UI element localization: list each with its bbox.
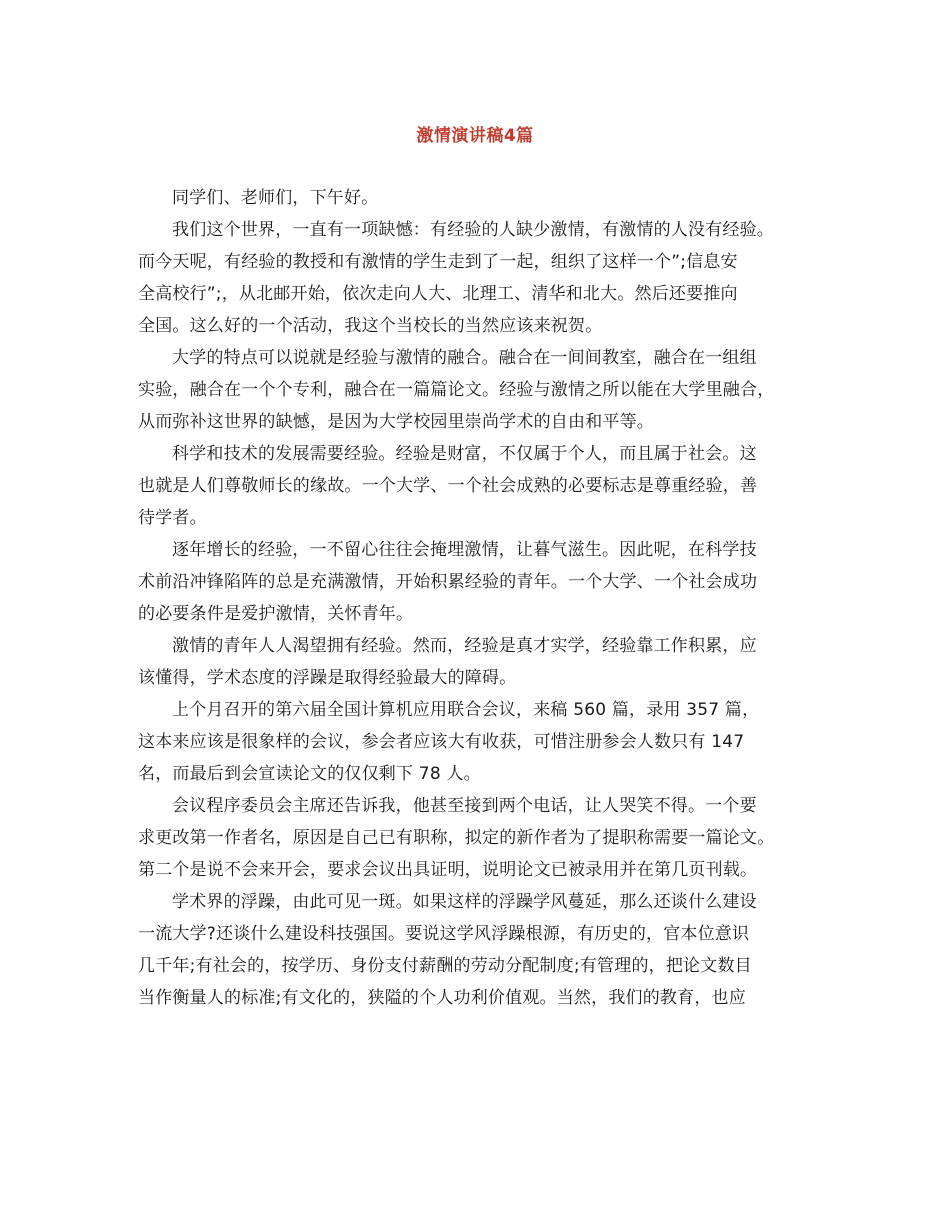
text-line: 科学和技术的发展需要经验。经验是财富，不仅属于个人，而且属于社会。这 [172,444,757,464]
text-line: 的必要条件是爱护激情，关怀青年。 [138,604,414,624]
text-line: 术前沿冲锋陷阵的总是充满激情，开始积累经验的青年。一个大学、一个社会成功 [138,572,758,592]
text-line: 我们这个世界，一直有一项缺憾：有经验的人缺少激情，有激情的人没有经验。 [172,220,774,240]
text-line: 逐年增长的经验，一不留心往往会掩埋激情，让暮气滋生。因此呢，在科学技 [172,540,757,560]
text-line: 上个月召开的第六届全国计算机应用联合会议，来稿 560 篇，录用 357 篇， [172,700,760,720]
text-line: 会议程序委员会主席还告诉我，他甚至接到两个电话，让人哭笑不得。一个要 [172,796,757,816]
text-line: 求更改第一作者名，原因是自己已有职称，拟定的新作者为了提职称需要一篇论文。 [138,828,775,848]
text-line: 从而弥补这世界的缺憾，是因为大学校园里崇尚学术的自由和平等。 [138,412,654,432]
text-line: 名，而最后到会宣读论文的仅仅剩下 78 人。 [138,764,481,784]
text-line: 全高校行”;，从北邮开始，依次走向人大、北理工、清华和北大。然后还要推向 [138,284,738,304]
text-line: 待学者。 [138,508,207,528]
text-line: 几千年;有社会的，按学历、身份支付薪酬的劳动分配制度;有管理的，把论文数目 [138,956,752,976]
document-title: 激情演讲稿4篇 [416,126,534,146]
text-line: 学术界的浮躁，由此可见一斑。如果这样的浮躁学风蔓延，那么还谈什么建设 [172,892,757,912]
text-line: 而今天呢，有经验的教授和有激情的学生走到了一起，组织了这样一个”;信息安 [138,252,738,272]
text-line: 大学的特点可以说就是经验与激情的融合。融合在一间间教室，融合在一组组 [172,348,757,368]
text-line: 该懂得，学术态度的浮躁是取得经验最大的障碍。 [138,668,517,688]
text-line: 也就是人们尊敬师长的缘故。一个大学、一个社会成熟的必要标志是尊重经验，善 [138,476,758,496]
text-line: 同学们、老师们，下午好。 [172,188,379,208]
text-line: 当作衡量人的标准;有文化的，狭隘的个人功利价值观。当然，我们的教育，也应 [138,988,746,1008]
document-body [138,182,828,1014]
text-line: 这本来应该是很象样的会议，参会者应该大有收获，可惜注册参会人数只有 147 [138,732,745,752]
text-line: 全国。这么好的一个活动，我这个当校长的当然应该来祝贺。 [138,316,603,336]
text-line: 第二个是说不会来开会，要求会议出具证明，说明论文已被录用并在第几页刊载。 [138,860,758,880]
text-line: 实验，融合在一个个专利，融合在一篇篇论文。经验与激情之所以能在大学里融合， [138,380,775,400]
text-line: 激情的青年人人渴望拥有经验。然而，经验是真才实学，经验靠工作积累，应 [172,636,757,656]
text-line: 一流大学?还谈什么建设科技强国。要说这学风浮躁根源，有历史的，官本位意识 [138,924,750,944]
